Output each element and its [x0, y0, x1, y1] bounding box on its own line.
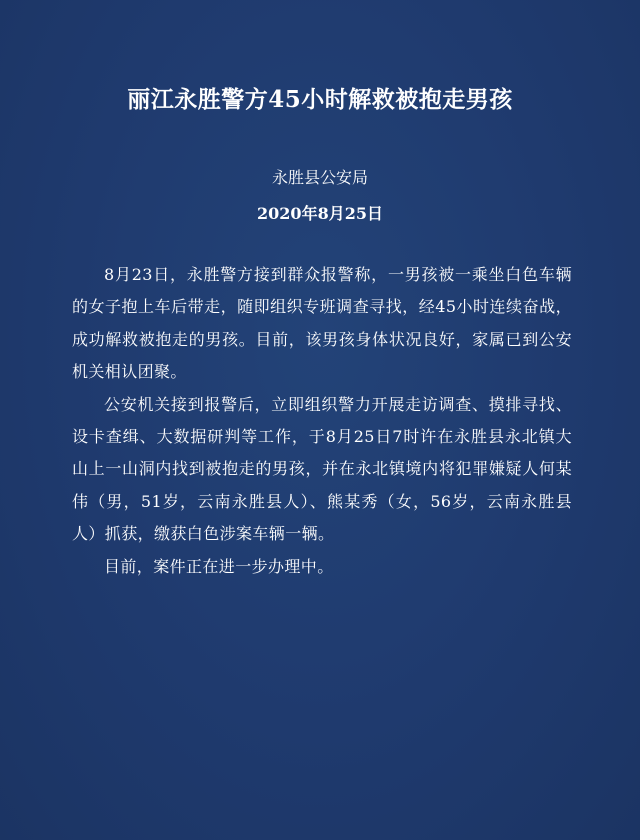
- issuing-agency: 永胜县公安局: [271, 168, 368, 187]
- body-paragraph: 公安机关接到报警后，立即组织警力开展走访调查、摸排寻找、设卡查缉、大数据研判等工作，于8月25日7时许在永胜县永北镇大山上一山洞内找到被抱走的男孩，并在永北镇境内将犯罪嫌疑人何某伟（男，51岁，云南永胜县人）、熊某秀（女，56岁，云南永胜县人）抓获，缴获白色涉案车辆一辆。: [72, 394, 572, 544]
- notice-title: 丽江永胜警方45小时解救被抱走男孩: [127, 86, 513, 113]
- issue-date: 2020年8月25日: [257, 204, 383, 223]
- body-paragraph: 8月23日，永胜警方接到群众报警称，一男孩被一乘坐白色车辆的女子抱上车后带走，随即组织专班调查寻找，经45小时连续奋战，成功解救被抱走的男孩。目前，该男孩身体状况良好，家属已到公安机关相认团聚。: [72, 265, 572, 382]
- body-paragraph: 目前，案件正在进一步办理中。: [104, 556, 334, 576]
- notice-body: [72, 259, 572, 583]
